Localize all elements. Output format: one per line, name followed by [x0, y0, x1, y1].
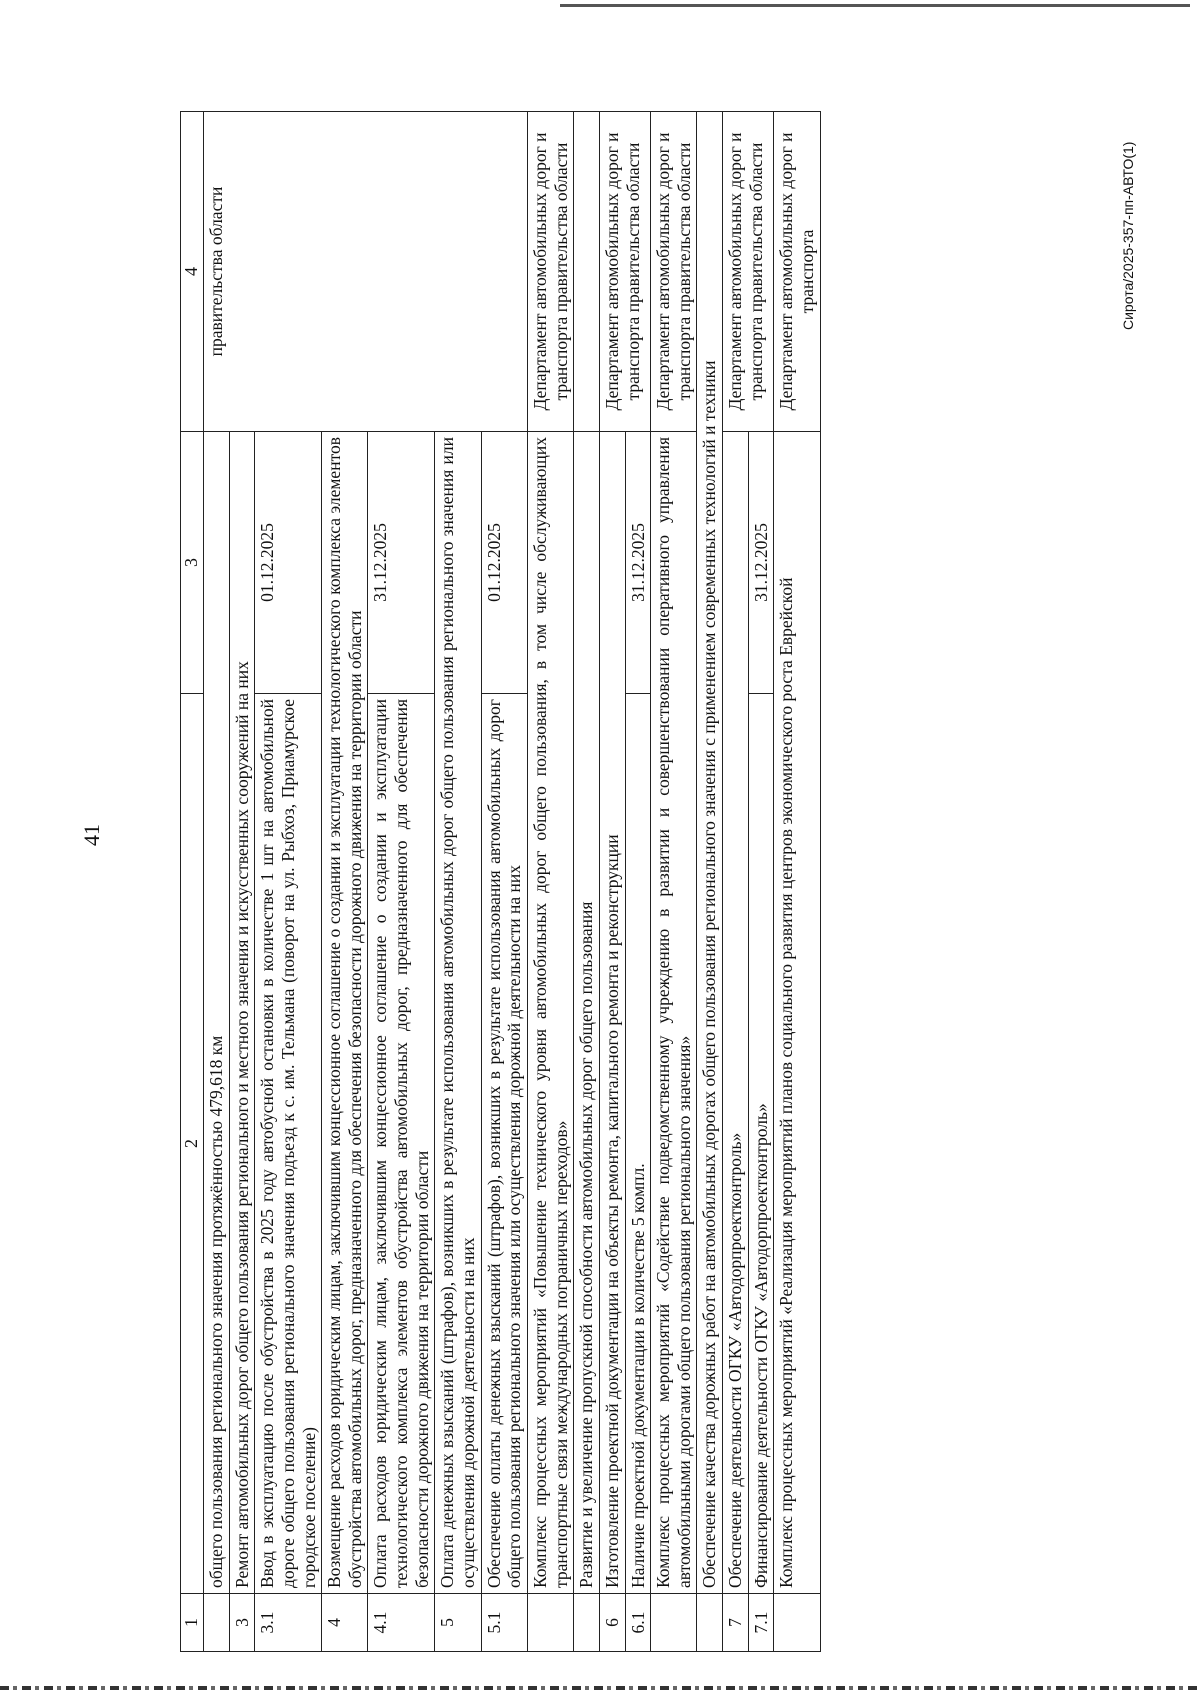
row-description: Развитие и увеличение пропускной способности автомобильных дорог общего пользования	[574, 432, 600, 1594]
row-description: Комплекс процессных мероприятий «Повышение технического уровня автомобильных дорог общего пользования, в том числе обслуживающих транспортные связи международных пограничных переходов»	[527, 432, 573, 1594]
row-number	[651, 1594, 697, 1652]
table-row	[599, 112, 625, 1652]
row-number: 3	[229, 1594, 255, 1652]
row-description: Изготовление проектной документации на объекты ремонта, капитального ремонта и реконструкции	[599, 432, 625, 1594]
row-description: Обеспечение качества дорожных работ на автомобильных дорогах общего пользования регионального значения с применением современных технологий и техники	[697, 112, 723, 1594]
row-number: 7.1	[748, 1594, 774, 1652]
row-number	[204, 1594, 230, 1652]
row-description: общего пользования регионального значения протяжённостью 479,618 км	[204, 432, 230, 1594]
row-description: Оплата денежных взысканий (штрафов), возникших в результате использования автомобильных дорог общего пользования регионального значения или осуществления дорожной деятельности на них	[435, 432, 481, 1594]
row-number	[697, 1594, 723, 1652]
row-number: 5.1	[481, 1594, 527, 1652]
table-row	[527, 112, 573, 1652]
header-col-1: 1	[181, 1594, 204, 1652]
row-responsible: Департамент автомобильных дорог и транспорта правительства области	[599, 112, 650, 432]
row-description: Обеспечение деятельности ОГКУ «Автодорпроектконтроль»	[723, 432, 749, 1594]
footer-code-text: Сирота/2025-357-пп-АВТО(1)	[1120, 141, 1136, 330]
row-responsible: Департамент автомобильных дорог и транспорта правительства области	[651, 112, 697, 432]
row-description: Комплекс процессных мероприятий «Содействие подведомственному учреждению в развитии и совершенствовании оперативного управления автомобильными дорогами общего пользования регионального значения»	[651, 432, 697, 1594]
table-row	[723, 112, 749, 1652]
scan-edge-top	[560, 4, 1190, 7]
row-responsible: Департамент автомобильных дорог и транспорта правительства области	[723, 112, 774, 432]
row-description: Возмещение расходов юридическим лицам, заключившим концессионное соглашение о создании и эксплуатации технологического комплекса элементов обустройства автомобильных дорог, предназначенного для обеспечения безопасности дорожного движения на территории области	[322, 432, 368, 1594]
row-number	[774, 1594, 820, 1652]
row-date: 31.12.2025	[625, 432, 651, 694]
row-number: 3.1	[255, 1594, 322, 1652]
row-description: Обеспечение оплаты денежных взысканий (штрафов), возникших в результате использования автомобильных дорог общего пользования регионального значения или осуществления дорожной деятельности на них	[481, 694, 527, 1594]
row-number	[527, 1594, 573, 1652]
row-date: 31.12.2025	[368, 432, 435, 694]
row-description: Финансирование деятельности ОГКУ «Автодорпроектконтроль»	[748, 694, 774, 1594]
row-description: Ввод в эксплуатацию после обустройства в 2025 году автобусной остановки в количестве 1 шт на автомобильной дороге общего пользования регионального значения подъезд к с. им. Тельмана (поворот на ул. Рыбхоз, Приамурское городское поселение)	[255, 694, 322, 1594]
row-number: 6	[599, 1594, 625, 1652]
table-row	[204, 112, 230, 1652]
row-number: 4	[322, 1594, 368, 1652]
header-col-4: 4	[181, 112, 204, 432]
row-description: Комплекс процессных мероприятий «Реализация мероприятий планов социального развития центров экономического роста Еврейской	[774, 432, 820, 1594]
rotated-table-frame	[180, 112, 1070, 1652]
plan-table	[180, 111, 821, 1652]
row-responsible: Департамент автомобильных дорог и транспорта правительства области	[527, 112, 573, 432]
table-header-row	[181, 112, 204, 1652]
row-responsible: Департамент автомобильных дорог и транспорта	[774, 112, 820, 432]
header-col-2: 2	[181, 694, 204, 1594]
header-col-3: 3	[181, 432, 204, 694]
row-date: 31.12.2025	[748, 432, 774, 694]
row-description: Ремонт автомобильных дорог общего пользования регионального и местного значения и искусственных сооружений на них	[229, 432, 255, 1594]
row-responsible	[574, 112, 600, 432]
row-number: 6.1	[625, 1594, 651, 1652]
row-number: 7	[723, 1594, 749, 1652]
table-row	[651, 112, 697, 1652]
table-row	[574, 112, 600, 1652]
row-date: 01.12.2025	[481, 432, 527, 694]
row-number: 5	[435, 1594, 481, 1652]
row-number: 4.1	[368, 1594, 435, 1652]
table-row	[774, 112, 820, 1652]
row-number	[574, 1594, 600, 1652]
row-description: Наличие проектной документации в количестве 5 компл.	[625, 694, 651, 1594]
row-date: 01.12.2025	[255, 432, 322, 694]
page-number-text: 41	[79, 824, 104, 846]
table-row	[697, 112, 723, 1652]
row-responsible: правительства области	[204, 112, 528, 432]
scan-edge-bottom	[0, 1686, 1200, 1690]
row-description: Оплата расходов юридическим лицам, заключившим концессионное соглашение о создании и эксплуатации технологического комплекса элементов обустройства автомобильных дорог, предназначенного для обеспечения безопасности дорожного движения на территории области	[368, 694, 435, 1594]
